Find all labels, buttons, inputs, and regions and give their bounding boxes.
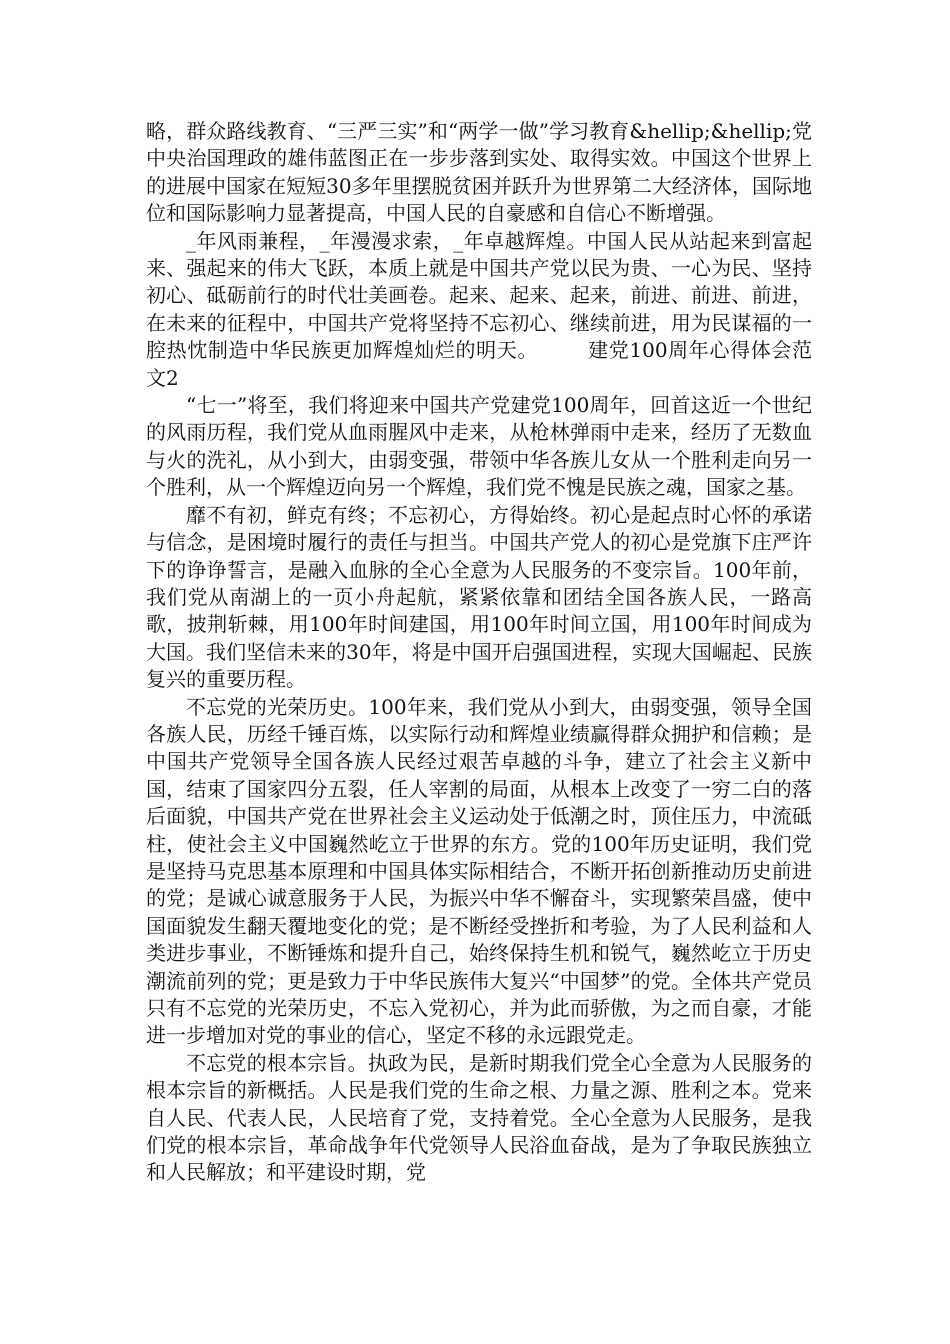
paragraph-4-text: 靡不有初，鲜克有终；不忘初心，方得始终。初心是起点时心怀的承诺与信念，是困境时履行的责任与担当。中国共产党人的初心是党旗下庄严许下的诤诤誓言，是融入血脉的全心全意为人民服务的不变宗旨。100年前，我们党从南湖上的一页小舟起航，紧紧依靠和团结全国各族人民，一路高歌，披荆斩棘，用100年时间建国，用100年时间立国，用100年时间成为大国。我们坚信未来的30年，将是中国开启强国进程，实现大国崛起、民族复兴的重要历程。 bbox=[146, 502, 812, 692]
document-page bbox=[146, 118, 812, 1187]
paragraph-5-text: 不忘党的光荣历史。100年来，我们党从小到大，由弱变强，领导全国各族人民，历经千锤百炼，以实际行动和辉煌业绩赢得群众拥护和信赖；是中国共产党领导全国各族人民经过艰苦卓越的斗争，建立了社会主义新中国，结束了国家四分五裂，任人宰割的局面，从根本上改变了一穷二白的落后面貌，中国共产党在世界社会主义运动处于低潮之时，顶住压力，中流砥柱，使社会主义中国巍然屹立于世界的东方。党的100年历史证明，我们党是坚持马克思基本原理和中国具体实际相结合，不断开拓创新推动历史前进的党；是诚心诚意服务于人民，为振兴中华不懈奋斗，实现繁荣昌盛，使中国面貌发生翻天覆地变化的党；是不断经受挫折和考验，为了人民利益和人类进步事业，不断锤炼和提升自己，始终保持生机和锐气，巍然屹立于历史潮流前列的党；更是致力于中华民族伟大复兴“中国梦”的党。全体共产党员只有不忘党的光荣历史，不忘入党初心，并为此而骄傲，为之而自豪，才能进一步增加对党的事业的信心，坚定不移的永远跟党走。 bbox=[146, 694, 812, 1048]
paragraph-2 bbox=[146, 228, 812, 392]
paragraph-6-text: 不忘党的根本宗旨。执政为民，是新时期我们党全心全意为人民服务的根本宗旨的新概括。人民是我们党的生命之根、力量之源、胜利之本。党来自人民、代表人民，人民培育了党，支持着党。全心全意为人民服务，是我们党的根本宗旨，革命战争年代党领导人民浴血奋战，是为了争取民族独立和人民解放；和平建设时期，党 bbox=[146, 1050, 812, 1185]
paragraph-4 bbox=[146, 502, 812, 694]
paragraph-5 bbox=[146, 694, 812, 1050]
paragraph-1 bbox=[146, 118, 812, 228]
section-heading: 建党100周年心得体会范文2 bbox=[146, 338, 812, 390]
paragraph-6 bbox=[146, 1050, 812, 1187]
paragraph-3 bbox=[146, 392, 812, 502]
paragraph-2-text: _年风雨兼程，_年漫漫求索，_年卓越辉煌。中国人民从站起来到富起来、强起来的伟大飞跃，本质上就是中国共产党以民为贵、一心为民、坚持初心、砥砺前行的时代壮美画卷。起来、起来、起来，前进、前进、前进，在未来的征程中，中国共产党将坚持不忘初心、继续前进，用为民谋福的一腔热忱制造中华民族更加辉煌灿烂的明天。 bbox=[146, 228, 812, 363]
paragraph-1-text: 略，群众路线教育、“三严三实”和“两学一做”学习教育&hellip;&hellip;党中央治国理政的雄伟蓝图正在一步步落到实处、取得实效。中国这个世界上的进展中国家在短短30多年里摆脱贫困并跃升为世界第二大经济体，国际地位和国际影响力显著提高，中国人民的自豪感和自信心不断增强。 bbox=[146, 119, 812, 226]
paragraph-3-text: “七一”将至，我们将迎来中国共产党建党100周年，回首这近一个世纪的风雨历程，我们党从血雨腥风中走来，从枪林弹雨中走来，经历了无数血与火的洗礼，从小到大，由弱变强，带领中华各族儿女从一个胜利走向另一个胜利，从一个辉煌迈向另一个辉煌，我们党不愧是民族之魂，国家之基。 bbox=[146, 393, 812, 500]
